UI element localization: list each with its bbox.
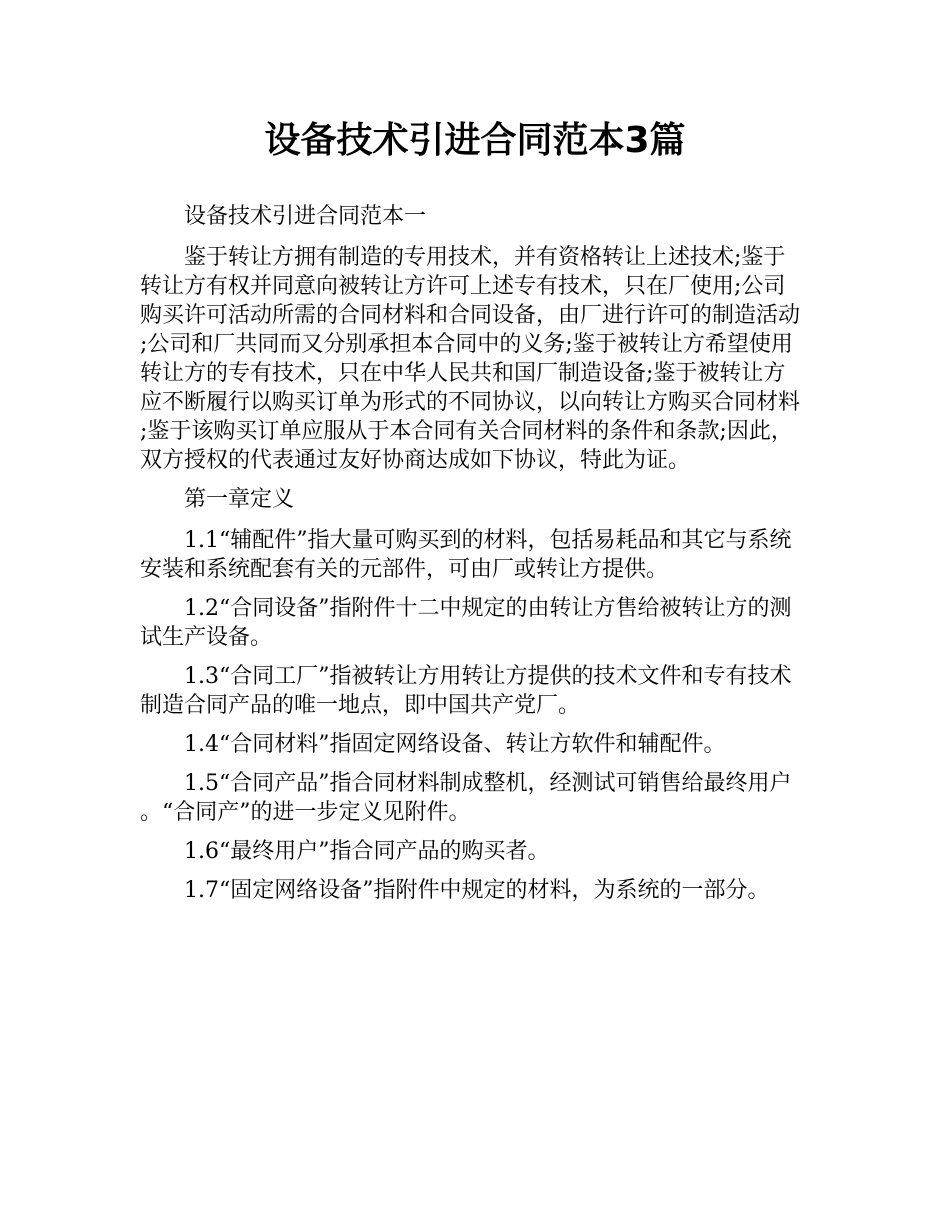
definition-1-1: 1.1“辅配件”指大量可购买到的材料，包括易耗品和其它与系统安装和系统配套有关的元部件，可由厂或转让方提供。: [140, 528, 792, 582]
definition-1-2: 1.2“合同设备”指附件十二中规定的由转让方售给被转让方的测试生产设备。: [140, 596, 792, 650]
document-body: [140, 202, 805, 915]
definition-1-3: 1.3“合同工厂”指被转让方用转让方提供的技术文件和专有技术制造合同产品的唯一地点，即中国共产党厂。: [140, 664, 792, 718]
section-heading: 设备技术引进合同范本一: [184, 204, 427, 229]
definition-1-4: 1.4“合同材料”指固定网络设备、转让方软件和辅配件。: [184, 732, 726, 757]
preamble-paragraph: 鉴于转让方拥有制造的专用技术，并有资格转让上述技术;鉴于转让方有权并同意向被转让方许可上述专有技术，只在厂使用;公司购买许可活动所需的合同材料和合同设备，由厂进行许可的制造活动;公司和厂共同而又分别承担本合同中的义务;鉴于被转让方希望使用转让方的专有技术，只在中华人民共和国厂制造设备;鉴于被转让方应不断履行以购买订单为形式的不同协议，以向转让方购买合同材料;鉴于该购买订单应服从于本合同有关合同材料的条件和条款;因此，双方授权的代表通过友好协商达成如下协议，特此为证。: [140, 245, 801, 473]
definition-1-5: 1.5“合同产品”指合同材料制成整机，经测试可销售给最终用户。“合同产”的进一步定义见附件。: [140, 771, 792, 825]
definition-1-7: 1.7“固定网络设备”指附件中规定的材料，为系统的一部分。: [184, 878, 770, 903]
definition-1-6: 1.6“最终用户”指合同产品的购买者。: [184, 839, 550, 864]
chapter-heading: 第一章定义: [184, 487, 295, 512]
document-title: 设备技术引进合同范本3篇: [264, 120, 686, 161]
